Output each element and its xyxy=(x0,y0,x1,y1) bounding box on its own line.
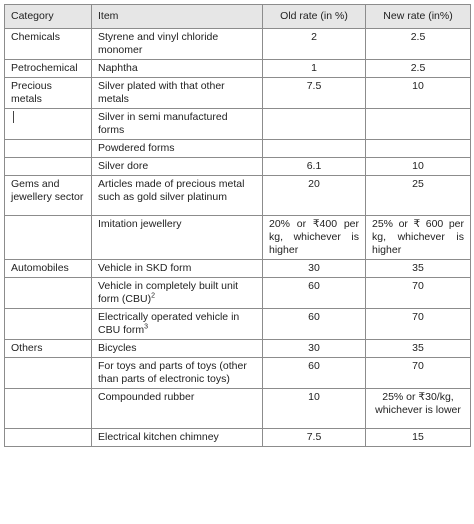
item-cell: Naphtha xyxy=(92,60,263,78)
old-rate-cell: 20 xyxy=(263,176,366,216)
header-new-rate: New rate (in%) xyxy=(366,5,471,29)
table-row xyxy=(5,158,471,176)
category-cell-empty xyxy=(5,109,92,140)
table-row xyxy=(5,358,471,389)
footnote-marker: 3 xyxy=(144,323,148,331)
old-rate-cell: 30 xyxy=(263,260,366,278)
new-rate-cell: 25% or ₹ 600 per kg, whichever is higher xyxy=(366,216,471,260)
category-cell: Gems and jewellery sector xyxy=(5,176,92,216)
item-text: Electrically operated vehicle in CBU form xyxy=(98,311,240,336)
new-rate-cell xyxy=(366,140,471,158)
item-cell: Silver in semi manufactured forms xyxy=(92,109,263,140)
table-row xyxy=(5,216,471,260)
category-cell xyxy=(5,389,92,429)
item-cell: For toys and parts of toys (other than parts of electronic toys) xyxy=(92,358,263,389)
item-cell: Bicycles xyxy=(92,340,263,358)
item-text: Vehicle in completely built unit form (CBU) xyxy=(98,280,239,305)
table-row xyxy=(5,140,471,158)
category-cell xyxy=(5,309,92,340)
table-row xyxy=(5,340,471,358)
table-row xyxy=(5,260,471,278)
footnote-marker: 2 xyxy=(151,292,155,300)
new-rate-cell: 70 xyxy=(366,309,471,340)
table-row xyxy=(5,309,471,340)
item-cell: Electrical kitchen chimney xyxy=(92,429,263,447)
category-cell xyxy=(5,140,92,158)
new-rate-cell: 15 xyxy=(366,429,471,447)
header-category: Category xyxy=(5,5,92,29)
new-rate-cell: 25 xyxy=(366,176,471,216)
new-rate-cell xyxy=(366,109,471,140)
new-rate-cell: 70 xyxy=(366,278,471,309)
table-row xyxy=(5,109,471,140)
category-cell xyxy=(5,158,92,176)
old-rate-cell: 60 xyxy=(263,278,366,309)
old-rate-cell: 7.5 xyxy=(263,78,366,109)
header-old-rate: Old rate (in %) xyxy=(263,5,366,29)
old-rate-cell: 20% or ₹400 per kg, whichever is higher xyxy=(263,216,366,260)
item-cell: Silver dore xyxy=(92,158,263,176)
new-rate-cell: 2.5 xyxy=(366,60,471,78)
table-row xyxy=(5,429,471,447)
category-cell: Others xyxy=(5,340,92,358)
old-rate-cell xyxy=(263,140,366,158)
table-row xyxy=(5,29,471,60)
category-cell xyxy=(5,216,92,260)
item-cell: Compounded rubber xyxy=(92,389,263,429)
new-rate-cell: 70 xyxy=(366,358,471,389)
item-cell: Silver plated with that other metals xyxy=(92,78,263,109)
category-cell xyxy=(5,278,92,309)
new-rate-cell: 10 xyxy=(366,78,471,109)
category-cell: Automobiles xyxy=(5,260,92,278)
item-cell: Styrene and vinyl chloride monomer xyxy=(92,29,263,60)
old-rate-cell: 10 xyxy=(263,389,366,429)
category-cell: Petrochemical xyxy=(5,60,92,78)
header-item: Item xyxy=(92,5,263,29)
new-rate-cell: 10 xyxy=(366,158,471,176)
old-rate-cell xyxy=(263,109,366,140)
new-rate-cell: 2.5 xyxy=(366,29,471,60)
old-rate-cell: 60 xyxy=(263,309,366,340)
table-row xyxy=(5,278,471,309)
item-cell: Vehicle in SKD form xyxy=(92,260,263,278)
old-rate-cell: 2 xyxy=(263,29,366,60)
item-cell: Articles made of precious metal such as gold silver platinum xyxy=(92,176,263,216)
item-cell: Powdered forms xyxy=(92,140,263,158)
table-row xyxy=(5,389,471,429)
new-rate-cell: 35 xyxy=(366,260,471,278)
category-cell xyxy=(5,358,92,389)
duty-rate-table xyxy=(4,4,471,447)
table-row xyxy=(5,176,471,216)
table-row xyxy=(5,78,471,109)
header-row xyxy=(5,5,471,29)
new-rate-cell: 25% or ₹30/kg, whichever is lower xyxy=(366,389,471,429)
item-cell: Imitation jewellery xyxy=(92,216,263,260)
text-cursor xyxy=(13,111,14,123)
table-row xyxy=(5,60,471,78)
old-rate-cell: 60 xyxy=(263,358,366,389)
item-cell xyxy=(92,278,263,309)
category-cell xyxy=(5,429,92,447)
old-rate-cell: 1 xyxy=(263,60,366,78)
old-rate-cell: 6.1 xyxy=(263,158,366,176)
item-cell xyxy=(92,309,263,340)
category-cell: Precious metals xyxy=(5,78,92,109)
new-rate-cell: 35 xyxy=(366,340,471,358)
old-rate-cell: 30 xyxy=(263,340,366,358)
old-rate-cell: 7.5 xyxy=(263,429,366,447)
category-cell: Chemicals xyxy=(5,29,92,60)
